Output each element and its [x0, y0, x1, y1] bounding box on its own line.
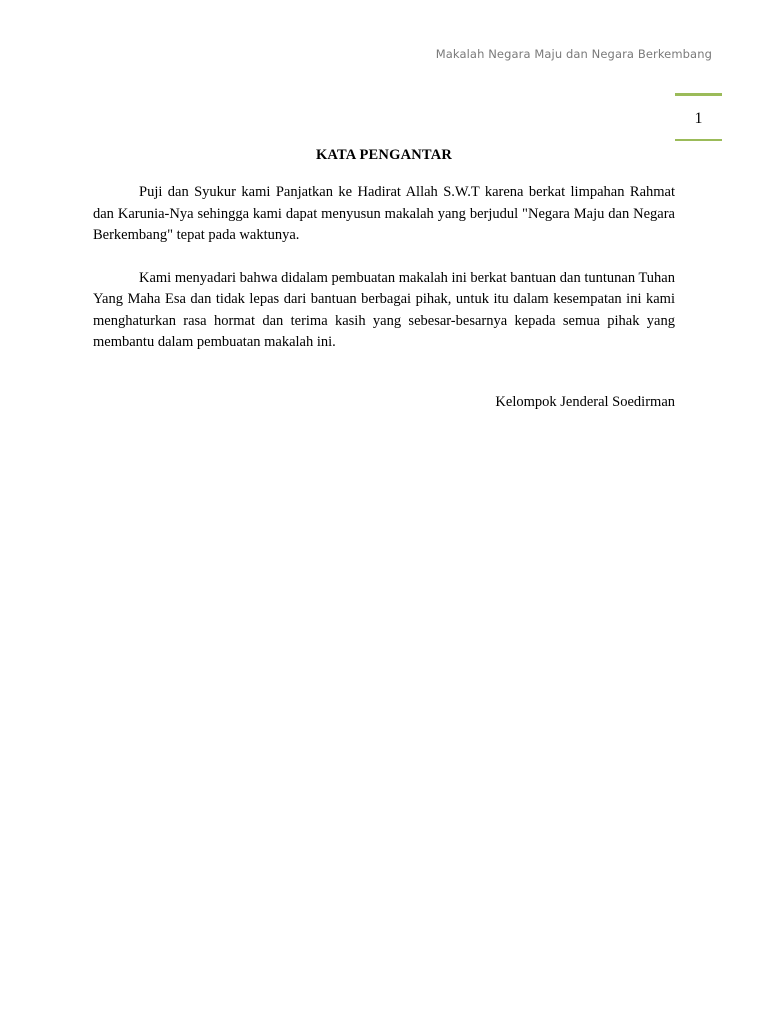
page-number-box	[675, 93, 722, 141]
signature: Kelompok Jenderal Soedirman	[495, 394, 675, 410]
paragraph-2: Kami menyadari bahwa didalam pembuatan makalah ini berkat bantuan dan tuntunan Tuhan Yang Maha Esa dan tidak lepas dari bantuan berbagai pihak, untuk itu dalam kesempatan ini kami menghaturkan rasa hormat dan terima kasih yang sebesar-besarnya kepada semua pihak yang membantu dalam pembuatan makalah ini.	[93, 269, 675, 350]
page-title: KATA PENGANTAR	[315, 147, 453, 163]
page-number: 1	[694, 110, 703, 127]
running-header: Makalah Negara Maju dan Negara Berkembang	[435, 47, 712, 61]
document-body	[93, 182, 675, 375]
paragraph-1: Puji dan Syukur kami Panjatkan ke Hadirat Allah S.W.T karena berkat limpahan Rahmat dan Karunia-Nya sehingga kami dapat menyusun makalah yang berjudul "Negara Maju dan Negara Berkembang" tepat pada waktunya.	[93, 184, 675, 243]
